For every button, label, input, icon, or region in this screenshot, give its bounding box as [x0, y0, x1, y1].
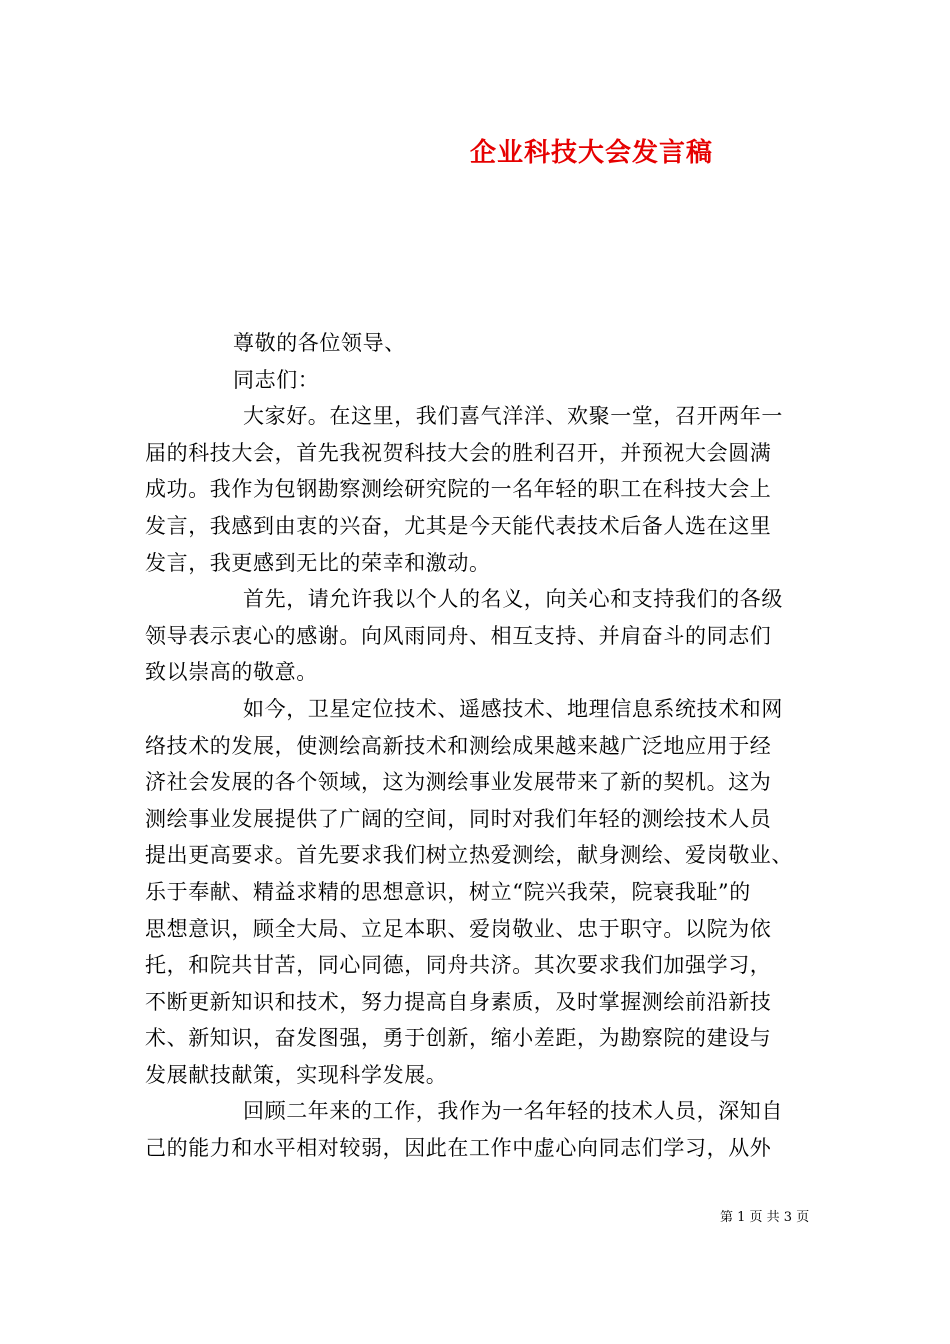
text-line: 成功。我作为包钢勘察测绘研究院的一名年轻的职工在科技大会上: [145, 477, 772, 502]
salutation-line: 尊敬的各位领导、: [233, 331, 406, 355]
page-footer: 第 1 页 共 3 页: [720, 1210, 810, 1225]
text-line: 乐于奉献、精益求精的思想意识，树立“院兴我荣，院衰我耻”的: [145, 879, 751, 904]
text-line: 发言，我更感到无比的荣幸和激动。: [145, 550, 491, 575]
text-line: 首先，请允许我以个人的名义，向关心和支持我们的各级: [243, 587, 783, 612]
text-line: 领导表示衷心的感谢。向风雨同舟、相互支持、并肩奋斗的同志们: [145, 623, 772, 648]
text-line: 致以崇高的敬意。: [145, 660, 318, 685]
text-line: 如今，卫星定位技术、遥感技术、地理信息系统技术和网: [243, 696, 783, 721]
text-line: 济社会发展的各个领域，这为测绘事业发展带来了新的契机。这为: [145, 770, 772, 795]
text-line: 发展献技献策，实现科学发展。: [145, 1062, 448, 1087]
text-line: 思想意识，顾全大局、立足本职、爱岗敬业、忠于职守。以院为依: [145, 916, 772, 941]
text-line: 己的能力和水平相对较弱，因此在工作中虚心向同志们学习，从外: [145, 1136, 772, 1161]
text-line: 术、新知识，奋发图强，勇于创新，缩小差距，为勘察院的建设与: [145, 1026, 772, 1051]
text-line: 测绘事业发展提供了广阔的空间，同时对我们年轻的测绘技术人员: [145, 806, 772, 831]
salutation-line: 同志们：: [233, 367, 320, 392]
text-line: 发言，我感到由衷的兴奋，尤其是今天能代表技术后备人选在这里: [145, 513, 772, 538]
document-title: 企业科技大会发言稿: [470, 138, 714, 168]
text-line: 不断更新知识和技术，努力提高自身素质，及时掌握测绘前沿新技: [145, 989, 772, 1014]
body-lines: [145, 398, 810, 1166]
text-line: 回顾二年来的工作，我作为一名年轻的技术人员，深知自: [243, 1099, 783, 1124]
text-line: 托，和院共甘苦，同心同德，同舟共济。其次要求我们加强学习，: [145, 953, 772, 978]
text-line: 届的科技大会，首先我祝贺科技大会的胜利召开，并预祝大会圆满: [145, 440, 772, 465]
text-line: 络技术的发展，使测绘高新技术和测绘成果越来越广泛地应用于经: [145, 733, 772, 758]
text-line: 大家好。在这里，我们喜气洋洋、欢聚一堂，召开两年一: [243, 404, 783, 429]
document-body: [145, 325, 810, 1167]
text-line: 提出更高要求。首先要求我们树立热爱测绘，献身测绘、爱岗敬业、: [145, 843, 793, 868]
